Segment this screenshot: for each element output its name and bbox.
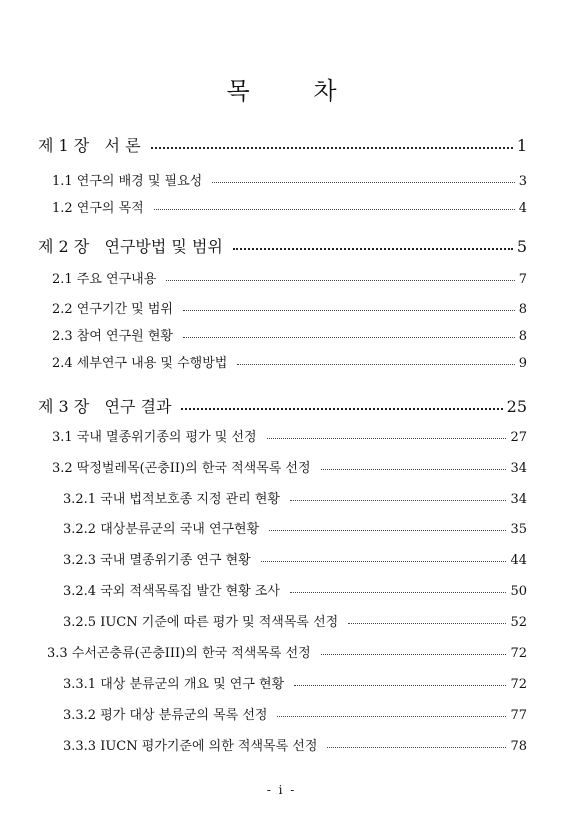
toc-entry-section-2-2[interactable]	[52, 298, 527, 317]
toc-entry-page: 50	[510, 584, 527, 599]
dot-leader	[348, 623, 506, 624]
toc-entry-label: 2.2 연구기간 및 범위	[52, 302, 173, 317]
dot-leader	[321, 469, 507, 470]
dot-leader	[154, 209, 515, 210]
toc-entry-page: 27	[510, 430, 527, 445]
toc-entry-page: 35	[510, 522, 527, 537]
toc-entry-section-1-1[interactable]	[52, 170, 527, 189]
toc-entry-page: 5	[516, 237, 527, 256]
toc-entry-label: 3.2.2 대상분류군의 국내 연구현황	[63, 522, 260, 537]
toc-entry-label: 3.2.5 IUCN 기준에 따른 평가 및 적색목록 선정	[63, 615, 339, 630]
dot-leader	[151, 147, 513, 149]
toc-entry-label: 2.3 참여 연구원 현황	[52, 329, 173, 344]
toc-entry-label: 3.2.3 국내 멸종위기종 연구 현황	[63, 553, 251, 568]
dot-leader	[290, 500, 506, 501]
toc-entry-section-3-3[interactable]	[47, 642, 527, 661]
toc-entry-page: 52	[510, 615, 527, 630]
dot-leader	[277, 716, 506, 717]
page-number-footer: - i -	[266, 783, 297, 797]
toc-entry-label: 1.2 연구의 목적	[52, 201, 144, 216]
dot-leader	[290, 592, 506, 593]
toc-entry-label: 제 2 장 연구방법 및 범위	[38, 237, 223, 256]
toc-entry-page: 34	[510, 461, 527, 476]
toc-entry-page: 3	[518, 174, 527, 189]
toc-entry-label: 3.3.2 평가 대상 분류군의 목록 선정	[63, 708, 268, 723]
toc-entry-label: 3.2.4 국외 적색목록집 발간 현황 조사	[63, 584, 280, 599]
toc-entry-chapter-3[interactable]	[38, 394, 527, 417]
dot-leader	[267, 438, 507, 439]
dot-leader	[181, 408, 502, 410]
dot-leader	[321, 654, 507, 655]
dot-leader	[237, 364, 514, 365]
toc-entry-page: 34	[510, 492, 527, 507]
toc-entry-label: 제 1 장 서 론	[38, 136, 141, 155]
toc-entry-subsection-3-2-4[interactable]	[63, 580, 527, 599]
toc-entry-subsection-3-3-1[interactable]	[63, 673, 527, 692]
toc-entry-page: 72	[510, 677, 527, 692]
toc-entry-page: 8	[518, 302, 527, 317]
toc-entry-page: 7	[518, 272, 527, 287]
toc-entry-subsection-3-3-2[interactable]	[63, 704, 527, 723]
toc-entry-subsection-3-2-5[interactable]	[63, 611, 527, 630]
dot-leader	[183, 310, 515, 311]
toc-entry-label: 3.3.1 대상 분류군의 개요 및 연구 현황	[63, 677, 285, 692]
toc-entry-subsection-3-2-3[interactable]	[63, 549, 527, 568]
toc-entry-section-3-2[interactable]	[52, 457, 527, 476]
toc-entry-section-3-1[interactable]	[52, 426, 527, 445]
toc-entry-page: 4	[518, 201, 527, 216]
toc-entry-page: 8	[518, 329, 527, 344]
dot-leader	[269, 530, 506, 531]
dot-leader	[212, 182, 514, 183]
dot-leader	[233, 248, 513, 250]
dot-leader	[294, 685, 506, 686]
toc-entry-subsection-3-2-2[interactable]	[63, 518, 527, 537]
toc-entry-label: 2.4 세부연구 내용 및 수행방법	[52, 356, 228, 371]
toc-entry-label: 3.1 국내 멸종위기종의 평가 및 선정	[52, 430, 257, 445]
toc-entry-subsection-3-3-3[interactable]	[63, 735, 527, 754]
page-title: 목 차	[226, 77, 365, 105]
toc-entry-page: 78	[510, 739, 527, 754]
dot-leader	[327, 747, 506, 748]
toc-entry-label: 3.3 수서곤충류(곤충III)의 한국 적색목록 선정	[47, 646, 311, 661]
toc-entry-label: 3.2 딱정벌레목(곤충II)의 한국 적색목록 선정	[52, 461, 311, 476]
toc-entry-label: 1.1 연구의 배경 및 필요성	[52, 174, 203, 189]
toc-entry-chapter-1[interactable]	[38, 133, 527, 156]
toc-entry-section-2-4[interactable]	[52, 352, 527, 371]
toc-entry-page: 44	[510, 553, 527, 568]
toc-entry-section-2-3[interactable]	[52, 325, 527, 344]
dot-leader	[261, 561, 507, 562]
toc-entry-label: 2.1 주요 연구내용	[52, 272, 157, 287]
toc-entry-section-1-2[interactable]	[52, 197, 527, 216]
toc-entry-label: 3.2.1 국내 법적보호종 지정 관리 현황	[63, 492, 280, 507]
toc-entry-page: 1	[516, 136, 527, 155]
toc-entry-subsection-3-2-1[interactable]	[63, 488, 527, 507]
dot-leader	[183, 337, 515, 338]
toc-entry-chapter-2[interactable]	[38, 234, 527, 257]
toc-entry-page: 72	[510, 646, 527, 661]
toc-entry-page: 77	[510, 708, 527, 723]
toc-entry-label: 제 3 장 연구 결과	[38, 397, 172, 416]
toc-entry-section-2-1[interactable]	[52, 268, 527, 287]
toc-entry-page: 25	[506, 397, 527, 416]
toc-entry-page: 9	[518, 356, 527, 371]
toc-entry-label: 3.3.3 IUCN 평가기준에 의한 적색목록 선정	[63, 739, 318, 754]
dot-leader	[166, 280, 514, 281]
